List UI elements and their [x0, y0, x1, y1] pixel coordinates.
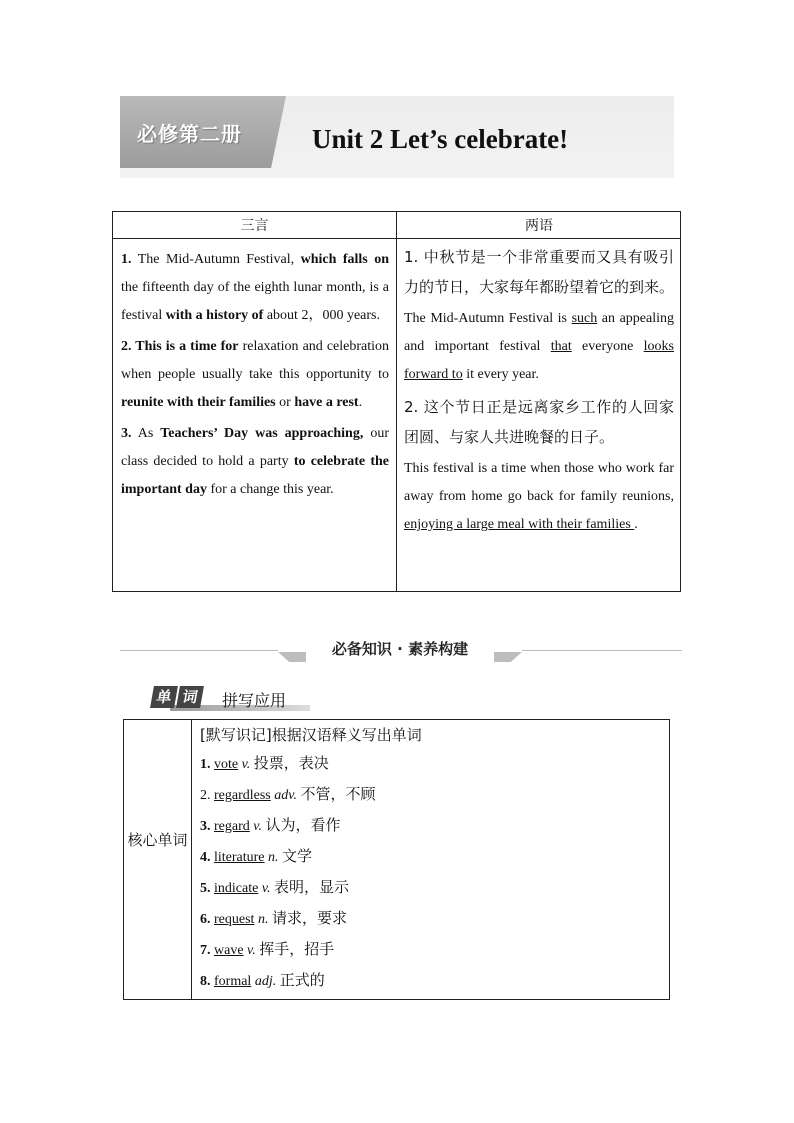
- sentence-table: [112, 211, 681, 592]
- column-header-right: 两语: [525, 218, 553, 234]
- vocab-list: [200, 722, 660, 996]
- sentence-3: 3. As Teachers’ Day was approaching, our class decided to hold a party to celebrate the important day for a change this year.: [121, 426, 389, 497]
- chinese-sentence-1: 1. 中秋节是一个非常重要而又具有吸引力的节日，大家每年都盼望着它的到来。: [404, 248, 675, 296]
- column-header-left: 三言: [240, 218, 269, 234]
- table-header-divider: [113, 238, 680, 239]
- vocab-item: 4. literature n. 文学: [200, 847, 313, 865]
- vocab-item: 3. regard v. 认为，看作: [200, 816, 341, 834]
- right-column: [404, 242, 674, 542]
- vocab-item: 1. vote v. 投票，表决: [200, 754, 329, 772]
- vocab-item: 2. regardless adv. 不管，不顾: [200, 785, 376, 803]
- subsection-title: 拼写应用: [222, 691, 287, 710]
- unit-title: Unit 2 Let’s celebrate!: [312, 124, 569, 154]
- section-title: 必备知识 · 素养构建: [331, 640, 469, 658]
- vocab-category-label: 核心单词: [127, 831, 188, 849]
- vocab-item: 7. wave v. 挥手，招手: [200, 940, 335, 958]
- vocab-table: [123, 719, 670, 1000]
- table-divider: [396, 212, 397, 591]
- translation-1: The Mid-Autumn Festival is such an appealing and important festival that everyone looks forward to it every year.: [404, 311, 675, 382]
- vocab-item: 6. request n. 请求，要求: [200, 909, 347, 927]
- badge-char-1: 单: [150, 686, 178, 708]
- chinese-sentence-2: 2. 这个节日正是远离家乡工作的人回家团圆、与家人共进晚餐的日子。: [404, 398, 674, 446]
- book-tab-label: 必修第二册: [137, 122, 242, 146]
- badge-char-2: 词: [176, 686, 204, 708]
- vocab-item: 8. formal adj. 正式的: [200, 971, 325, 989]
- translation-2: This festival is a time when those who work far away from home go back for family reunions, enjoying a large meal with their families .: [404, 461, 674, 532]
- sentence-2: 2. This is a time for relaxation and celebration when people usually take this opportunity to reunite with their families or have a rest.: [121, 339, 390, 410]
- word-badge: [152, 686, 204, 708]
- vocab-instruction: [默写识记]根据汉语释义写出单词: [200, 726, 422, 744]
- left-column: [121, 246, 389, 507]
- sentence-1: 1. The Mid-Autumn Festival, which falls on the fifteenth day of the eighth lunar month, is a festival with a history of about 2，000 years.: [121, 252, 390, 323]
- vocab-item: 5. indicate v. 表明，显示: [200, 878, 350, 896]
- vocab-divider: [191, 720, 192, 999]
